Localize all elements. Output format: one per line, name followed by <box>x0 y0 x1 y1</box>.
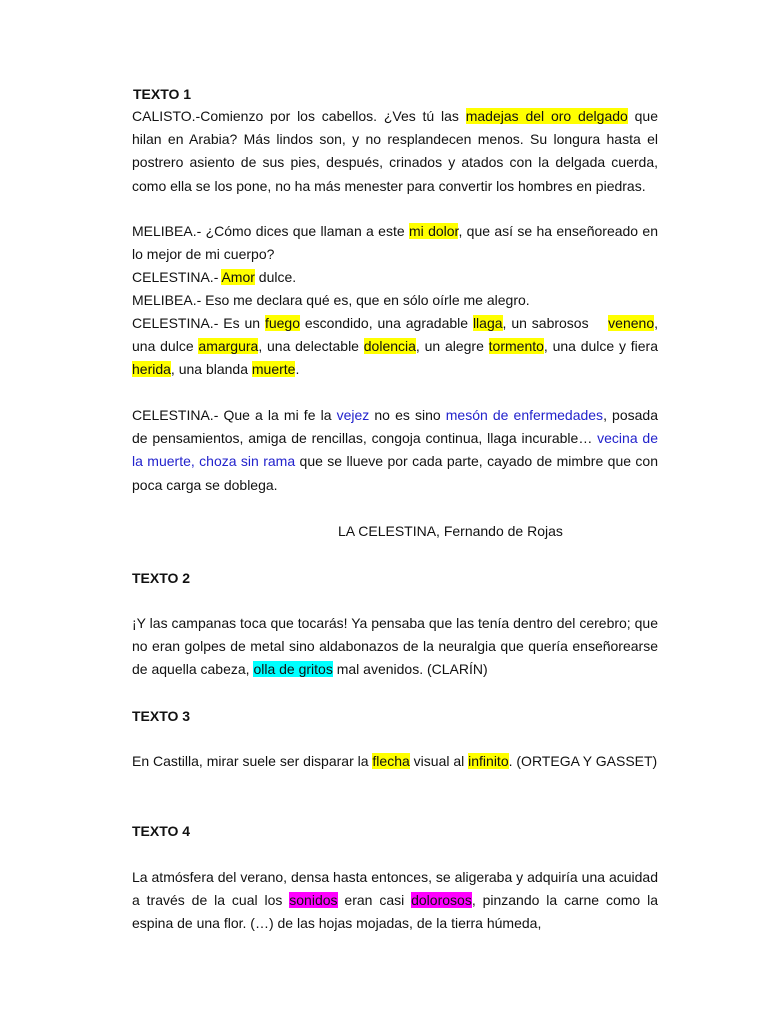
highlight-llaga: llaga <box>472 315 503 331</box>
celestina3-text-4: que se llueve por cada parte, cayado de mimbre que con poca carga se doblega. <box>132 453 658 493</box>
texto3-text-3: . (ORTEGA Y GASSET) <box>508 753 658 769</box>
melibea1-text-1: MELIBEA.- ¿Cómo dices que llaman a este <box>132 223 409 239</box>
celestina2-text-5: , una delectable <box>258 338 364 355</box>
celestina1-text-1: CELESTINA.- <box>132 269 222 285</box>
texto4-text-3: , pinzando la carne como la espina de una flor. (…) de las hojas mojadas, de la tierra húmeda, <box>132 892 658 932</box>
celestina-credit: LA CELESTINA, Fernando de Rojas <box>338 523 563 539</box>
calisto-text-1: CALISTO.-Comienzo por los cabellos. ¿Ves tú las <box>132 108 466 124</box>
blue-vecina-muerte: vecina de la muerte, choza sin rama <box>132 430 658 470</box>
highlight-fuego: fuego <box>264 315 300 331</box>
celestina2-text-2: escondido, una agradable <box>300 315 473 331</box>
highlight-olla-de-gritos: olla de gritos <box>253 661 333 678</box>
texto3-text-2: visual al <box>409 753 469 769</box>
texto2-text-1: ¡Y las campanas toca que tocarás! Ya pensaba que las tenía dentro del cerebro; que no eran golpes de metal sino aldabonazos de la neuralgia que quería enseñorearse de aquella cabeza, <box>132 615 658 678</box>
celestina3-text-3: , posada de pensamientos, amiga de rencillas, congoja continua, llaga incurable… <box>132 407 658 447</box>
celestina1-text-2: dulce. <box>254 269 297 285</box>
celestina3-text-1: CELESTINA.- Que a la mi fe la <box>132 407 337 423</box>
highlight-dolencia: dolencia <box>363 338 416 355</box>
celestina2-text-9: . <box>295 361 300 378</box>
celestina2-text-4: , una dulce <box>132 315 658 355</box>
highlight-mi-dolor: mi dolor <box>408 223 459 239</box>
highlight-madejas: madejas del oro delgado <box>465 108 628 124</box>
blue-vejez: vejez <box>336 407 370 423</box>
texto3-text-1: En Castilla, mirar suele ser disparar la <box>132 753 373 769</box>
celestina3-text-2: no es sino <box>369 407 446 423</box>
texto1-heading: TEXTO 1 <box>133 86 192 102</box>
highlight-sonidos: sonidos <box>289 892 338 909</box>
texto4-text-1: La atmósfera del verano, densa hasta entonces, se aligeraba y adquiría una acuidad a través de la cual los <box>132 869 658 909</box>
celestina2-text-1: CELESTINA.- Es un <box>132 315 265 331</box>
blue-meson-enfermedades: mesón de enfermedades <box>445 407 604 423</box>
highlight-veneno: veneno <box>608 315 655 331</box>
highlight-dolorosos: dolorosos <box>411 892 472 909</box>
texto2-text-2: mal avenidos. (CLARÍN) <box>332 661 488 678</box>
highlight-tormento: tormento <box>488 338 544 355</box>
calisto-text-2: que hilan en Arabia? Más lindos son, y no resplandecen menos. Su longura hasta el postrero asiento de sus pies, después, crinados y atados con la delgada cuerda, como ella se los pone, no ha más menester para convertir los hombres en piedras. <box>132 108 658 194</box>
highlight-herida: herida <box>132 361 171 378</box>
melibea1-text-2: , que así se ha enseñoreado en lo mejor de mi cuerpo? <box>132 223 658 263</box>
texto2-heading: TEXTO 2 <box>132 570 191 586</box>
celestina2-text-6: , un alegre <box>415 338 489 355</box>
celestina2-text-8: , una blanda <box>170 361 252 378</box>
celestina2-text-7: , una dulce y fiera <box>543 338 658 355</box>
celestina-paragraph-2 <box>132 312 658 382</box>
texto4-text-2: eran casi <box>337 892 412 909</box>
texto3-paragraph <box>132 750 658 773</box>
highlight-amor: Amor <box>221 269 255 285</box>
melibea-line-2: MELIBEA.- Eso me declara qué es, que en sólo oírle me alegro. <box>132 292 530 308</box>
highlight-muerte: muerte <box>251 361 296 378</box>
calisto-paragraph <box>132 105 658 198</box>
highlight-infinito: infinito <box>468 753 509 769</box>
celestina-line-1 <box>132 266 296 289</box>
celestina2-text-3: , un sabrosos <box>502 315 609 331</box>
highlight-amargura: amargura <box>198 338 259 355</box>
melibea-paragraph-1 <box>132 220 658 266</box>
highlight-flecha: flecha <box>372 753 410 769</box>
texto2-paragraph <box>132 612 658 682</box>
texto3-heading: TEXTO 3 <box>132 708 191 724</box>
texto4-heading: TEXTO 4 <box>132 823 191 839</box>
celestina-paragraph-3 <box>132 404 658 497</box>
texto4-paragraph <box>132 866 658 936</box>
